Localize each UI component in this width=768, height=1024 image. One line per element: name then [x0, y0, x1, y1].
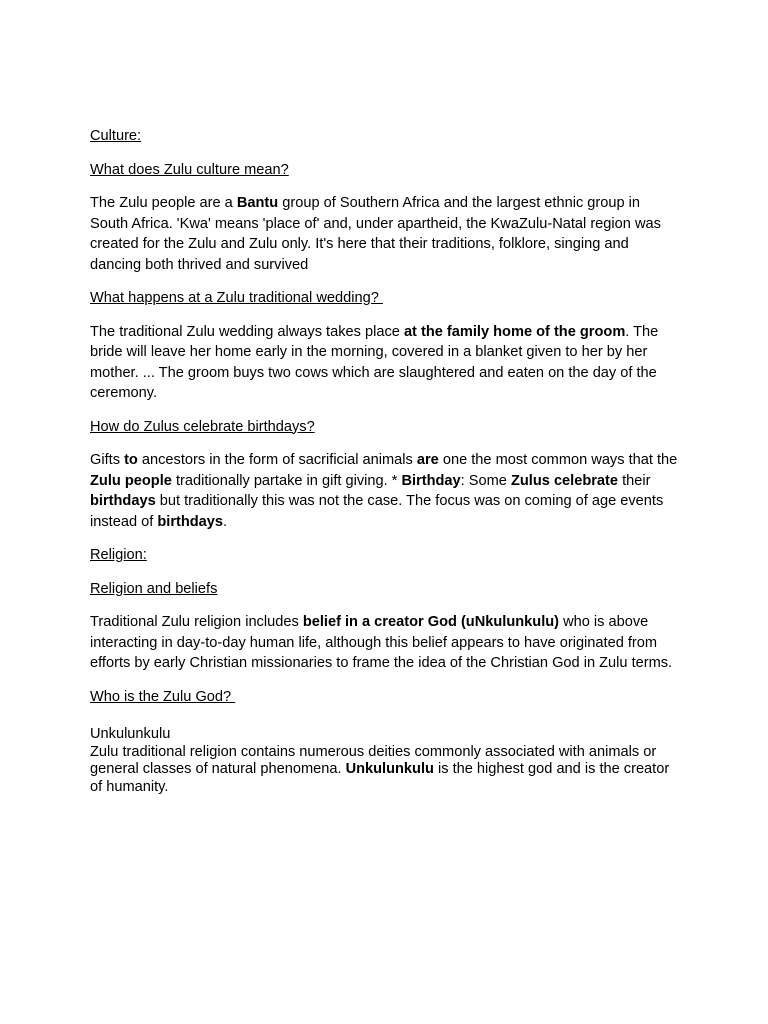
text-run: who is above interacting in day-to-day human life, although this belief appears to have originated from efforts by early Christian missionaries to frame the idea of the Christian God in Zulu terms.: [90, 614, 673, 671]
question-heading-wedding: What happens at a Zulu traditional wedding?: [90, 290, 383, 306]
bold-text: Unkulunkulu: [345, 761, 434, 778]
text-run: is the highest god and is the creator of humanity.: [90, 761, 670, 795]
text-run: their: [618, 472, 651, 489]
text-run: The Zulu people are a: [90, 195, 237, 211]
bold-text: Zulus celebrate: [510, 472, 619, 489]
text-run: .: [223, 513, 228, 530]
section-heading-culture: Culture:: [90, 128, 142, 144]
zulu-god-answer: [90, 726, 680, 796]
text-run: group of Southern Africa and the largest ethnic group in South Africa. 'Kwa' means 'place of' and, under apartheid, the KwaZulu-Natal region was created for the Zulu and Zulu only. It's here that their traditions, folklore, singing and dancing both thrived and survived: [90, 195, 661, 273]
bold-text: Birthday: [401, 472, 461, 489]
bold-text: birthdays: [90, 493, 156, 509]
question-heading-birthdays: How do Zulus celebrate birthdays?: [90, 418, 315, 435]
text-run: traditionally partake in gift giving. *: [171, 472, 402, 489]
question-heading-culture-meaning: What does Zulu culture mean?: [90, 161, 289, 178]
text-run: but traditionally this was not the case. The focus was on coming of age events instead of: [90, 493, 664, 530]
bold-text: Bantu: [236, 195, 279, 211]
bold-text: to: [124, 452, 138, 468]
text-run: Traditional Zulu religion includes: [90, 614, 303, 630]
text-run: . The bride will leave her home early in the morning, covered in a blanket given to her by her mother. ... The groom buys two cows which are slaughtered and eaten on the day of the ceremony.: [90, 323, 659, 401]
paragraph-religion-beliefs: [90, 612, 680, 674]
answer-title: Unkulunkulu: [90, 726, 171, 742]
text-run: one the most common ways that the: [438, 452, 678, 468]
question-heading-zulu-god: Who is the Zulu God?: [90, 688, 236, 705]
paragraph-zulu-god: [90, 744, 680, 797]
text-run: Zulu traditional religion contains numerous deities commonly associated with animals or general classes of natural phenomena.: [90, 743, 657, 778]
bold-text: birthdays: [157, 513, 224, 530]
question-heading-religion-beliefs: Religion and beliefs: [90, 580, 218, 597]
paragraph-culture-meaning: [90, 193, 680, 275]
bold-text: Zulu people: [90, 472, 172, 489]
paragraph-birthdays: [90, 450, 680, 532]
text-run: ancestors in the form of sacrificial animals: [137, 452, 417, 468]
paragraph-wedding: [90, 322, 680, 404]
bold-text: are: [416, 452, 439, 468]
section-heading-religion: Religion:: [90, 547, 147, 563]
text-run: The traditional Zulu wedding always takes place: [90, 323, 404, 340]
bold-text: at the family home of the groom: [403, 323, 626, 340]
text-run: : Some: [460, 472, 511, 489]
bold-text: belief in a creator God (uNkulunkulu): [302, 614, 560, 630]
text-run: Gifts: [90, 452, 125, 468]
